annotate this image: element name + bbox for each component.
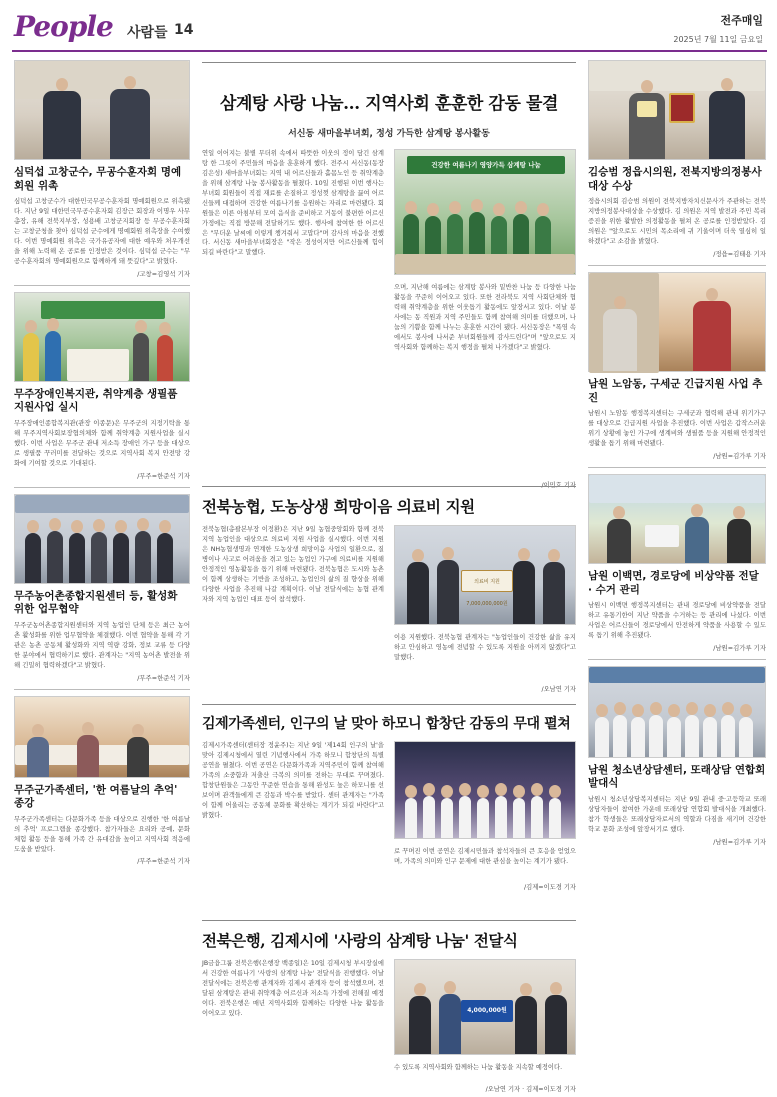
right-article	[588, 60, 766, 258]
section-title: People	[14, 10, 113, 43]
article-body: 남원시 이백면 행정복지센터는 관내 경로당에 비상약품을 전달하고 유통기한이 지난 약품을 수거하는 등 관리에 나섰다. 이번 사업은 어르신들이 경로당에서 안전하게 약품을 사용할 수 있도록 돕기 위해 추진됐다.	[588, 601, 766, 639]
article-photo	[394, 741, 576, 839]
article-byline: /남원=김가루 기자	[713, 643, 766, 652]
right-article	[588, 474, 766, 652]
article-headline: 김승범 정읍시의원, 전북지방의정봉사대상 수상	[588, 166, 762, 192]
article-body-continued: 로 꾸며진 이번 공연은 김제시민들과 참석자들의 큰 호응을 얻었으며, 가족의 의미와 인구 문제에 대한 관심을 높이는 계기가 됐다.	[394, 848, 576, 865]
divider	[14, 487, 190, 488]
article-photo	[394, 525, 576, 625]
article-headline: 삼계탕 사랑 나눔… 지역사회 훈훈한 감동 물결	[219, 94, 559, 114]
divider	[202, 920, 576, 921]
section-title-korean: 사람들	[127, 25, 168, 41]
article-photo	[394, 149, 576, 275]
article-jb-bank	[202, 920, 576, 1093]
article-body: JB금융그룹 전북은행(은행장 백종일)은 10일 김제시청 부시장실에서 건강한 여름나기 '사랑의 삼계탕 나눔' 전달식을 진행했다. 이날 전달식에는 전북은행 관계자와 김제시 관계자 등이 참석했으며, 전달된 삼계탕은 관내 취약계층 어르신과 저소득 가정에 전해질 예정이다. 전북은행은 매년 지역사회와 함께하는 다양한 나눔 활동을 이어오고 있다.	[202, 960, 384, 1017]
article-byline: /무주=한준석 기자	[137, 471, 190, 480]
article-subhead: 서신동 새마을부녀회, 정성 가득한 삼계탕 봉사활동	[288, 129, 490, 139]
divider	[588, 265, 766, 266]
article-byline: /오남연 기자	[541, 686, 576, 693]
left-article	[14, 60, 190, 278]
divider	[588, 467, 766, 468]
article-headline: 전북은행, 김제시에 '사랑의 삼계탕 나눔' 전달식	[202, 931, 518, 950]
article-body: 전북농협(총괄본부장 이정환)은 지난 9일 농협중앙회와 함께 전북지역 농업인을 대상으로 의료비 지원 사업을 실시했다. 이번 지원은 NH농협생명과 연계한 도농상생 희망이음 사업의 일환으로, 질병이나 사고로 어려움을 겪고 있는 농업인 가구에 의료비를 지원해 안정적인 영농활동을 돕기 위해 마련됐다. 전북농협은 도시와 농촌이 함께 상생하는 기반을 조성하고, 농업인의 삶의 질 향상을 위해 다양한 사업을 추진해 나갈 계획이다. 이날 전달식에는 농협 관계자와 지역 농업인 대표 등이 참석했다.	[202, 526, 384, 603]
right-column	[588, 60, 766, 846]
page-number: 14	[174, 22, 194, 38]
article-headline: 남원 청소년상담센터, 또래상담 연합회 발대식	[588, 763, 766, 790]
divider	[202, 486, 576, 487]
masthead	[12, 8, 767, 48]
article-photo	[14, 494, 190, 584]
article-body: 연일 이어지는 불볕 무더위 속에서 따뜻한 이웃의 정이 담긴 삼계탕 한 그릇이 주민들의 마음을 훈훈하게 했다. 전주시 서신동(동장 김은성) 새마을부녀회는 지역 내 어르신들과 홀몸노인 등 취약계층을 위해 삼계탕 나눔 봉사활동을 펼쳤다. 10일 진행된 이번 행사는 부녀회 회원들이 직접 재료를 손질하고 정성껏 삼계탕을 끓여 어르신들께 대접하며 건강한 여름나기를 응원하는 자리로 마련됐다. 회원들은 이른 아침부터 모여 음식을 준비하고 거동이 불편한 어르신 가정에는 직접 방문해 전달하기도 했다. 행사에 참여한 한 어르신은 "무더운 날씨에 이렇게 챙겨줘서 고맙다"며 감사의 마음을 전했다. 서신동 새마을부녀회장은 "작은 정성이지만 어르신들께 힘이 되길 바란다"고 말했다.	[202, 150, 384, 257]
right-article	[588, 272, 766, 460]
article-byline: /남원=김가루 기자	[713, 451, 766, 460]
article-photo	[588, 60, 766, 160]
photo-banner: 건강한 여름나기 영양가득 삼계탕 나눔	[407, 156, 565, 174]
article-headline: 심덕섭 고창군수, 무공수훈자회 명예회원 위촉	[14, 166, 182, 192]
left-article	[14, 696, 190, 866]
article-body-continued: 수 있도록 지역사회와 함께하는 나눔 활동을 지속할 예정이다.	[394, 1064, 563, 1071]
right-article	[588, 666, 766, 846]
article-body: 정읍시의회 김승범 의원이 전북지방자치신문사가 주관하는 전북지방의정봉사대상을 수상했다. 김 의원은 지역 발전과 주민 복리 증진을 위한 활발한 의정활동을 펼쳐 온 공로를 인정받았다. 김 의원은 "앞으로도 시민의 목소리에 귀 기울이며 더욱 열심히 일하겠다"고 소감을 밝혔다.	[588, 197, 766, 245]
check-board: 4,000,000원	[461, 1000, 513, 1022]
article-byline: /무주=한준석 기자	[137, 857, 190, 866]
article-headline: 남원 이백면, 경로당에 비상약품 전달 · 수거 관리	[588, 569, 759, 596]
article-headline: 무주장애인복지관, 취약계층 생필품 지원사업 실시	[14, 387, 178, 414]
article-headline: 무주농어촌종합지원센터 등, 활성화 위한 업무협약	[14, 589, 178, 616]
article-photo	[588, 666, 766, 758]
article-body-continued: 으며, 지난해 여름에는 삼계탕 봉사와 밑반찬 나눔 등 다양한 나눔 활동을 꾸준히 이어오고 있다. 또한 전라북도 지역 사회단체와 협력해 취약계층을 위한 이웃돕기 활동에도 앞장서고 있다. 이날 봉사에는 동 직원과 지역 주민들도 함께 참여해 의미를 더했으며, 나눔의 기쁨을 함께 나누는 훈훈한 시간이 됐다. 서신동장은 "폭염 속에서도 봉사에 나서준 부녀회원들께 감사드린다"며 "앞으로도 지역사회와 함께하는 복지 행정을 펼쳐 나가겠다"고 밝혔다.	[394, 284, 576, 351]
article-photo	[588, 272, 766, 372]
divider	[202, 704, 576, 705]
article-photo	[394, 959, 576, 1055]
article-body: 무주장애인종합복지관(관장 이종문)은 무주군의 지정기탁을 통해 무주지역사회보장협의체와 함께 취약계층 지원사업을 실시했다. 이번 사업은 무주군 관내 저소득 장애인 가구 등을 대상으로 생필품 꾸러미를 전달하는 것으로 지역사회 복지 안전망 강화에 기여할 것으로 기대된다.	[14, 419, 190, 467]
left-column	[14, 60, 190, 865]
left-article	[14, 494, 190, 682]
article-body: 김제시가족센터(센터장 정윤주)는 지난 9일 '제14회 인구의 날'을 맞아 김제시청에서 열린 기념행사에서 가족 하모니 합창단의 특별 공연을 펼쳤다. 이번 공연은 다문화가족과 지역주민이 함께 참여해 가족의 소중함과 저출산 극복의 의미를 전하는 무대로 꾸며졌다. 합창단원들은 그동안 꾸준한 연습을 통해 완성도 높은 하모니를 선보이며 관객들에게 큰 감동과 박수를 받았다. 센터 관계자는 "가족이 함께 어울리는 공동체 문화를 확산하는 계기가 되길 바란다"고 밝혔다.	[202, 742, 384, 819]
article-byline: /김제=이도경 기자	[524, 884, 576, 891]
divider	[588, 659, 766, 660]
article-nonghyup	[202, 486, 576, 693]
article-body: 심덕섭 고창군수가 대한민국무공수훈자회 명예회원으로 위촉됐다. 지난 9일 대한민국무공수훈자회 김장근 회장과 이명우 사무총장, 유해 전북지부장, 성용배 고창군지회장 등 무공수훈자회는 고창군청을 찾아 심덕섭 군수에게 명예회원 위촉장을 수여했다. 이번 명예회원 위촉은 국가유공자에 대한 예우와 처우개선을 위해 노력해 온 공로를 인정받은 것이다. 심덕섭 군수는 "무공수훈자회의 명예회원으로 함께하게 돼 뜻깊다"고 밝혔다.	[14, 197, 190, 265]
check-board: 의료비 지원 7,000,000,000원	[461, 570, 513, 592]
article-body: 남원시 청소년상담복지센터는 지난 9일 관내 중·고등학교 또래상담자들이 참여한 가운데 또래상담 연합회 발대식을 개최했다. 참가 학생들은 또래상담자로서의 역할과 다짐을 새기며 건강한 학교 문화 조성에 앞장서기로 했다.	[588, 795, 766, 833]
main-article	[202, 62, 576, 489]
article-headline: 무주군가족센터, '한 여름날의 추억' 종강	[14, 783, 178, 810]
article-body: 무주군가족센터는 다문화가족 등을 대상으로 진행한 '한 여름날의 추억' 프로그램을 종강했다. 참가자들은 요리와 공예, 문화 체험 활동 등을 통해 가족 간 유대감을 높이고 지역사회 적응에 도움을 받았다.	[14, 814, 190, 853]
left-article	[14, 292, 190, 480]
article-body: 남원시 노암동 행정복지센터는 구세군과 협력해 관내 위기가구를 대상으로 긴급지원 사업을 추진했다. 이번 사업은 갑작스러운 위기 상황에 놓인 가구에 생계비와 생필품 등을 지원해 안정적인 생활을 돕기 위해 마련됐다.	[588, 409, 766, 447]
masthead-divider	[12, 50, 767, 52]
article-photo	[14, 60, 190, 160]
divider	[14, 689, 190, 690]
issue-date: 2025년 7월 11일 금요일	[673, 35, 763, 44]
article-byline: /남원=김가루 기자	[713, 837, 766, 846]
divider	[202, 62, 576, 63]
paper-name: 전주매일	[720, 14, 763, 27]
article-gimje-family	[202, 704, 576, 891]
article-byline: /정읍=김태용 기자	[713, 249, 766, 258]
article-byline: /무주=한준석 기자	[137, 673, 190, 682]
article-headline: 전북농협, 도농상생 희망이음 의료비 지원	[202, 497, 475, 516]
article-headline: 김제가족센터, 인구의 날 맞아 하모니 합창단 감동의 무대 펼쳐	[202, 716, 571, 732]
article-photo	[14, 696, 190, 778]
article-photo	[14, 292, 190, 382]
article-byline: /오남연 기자 · 김제=이도경 기자	[485, 1086, 576, 1093]
article-body-continued: 이용 지원했다. 전북농협 관계자는 "농업인들이 건강한 삶을 유지하고 안심하고 영농에 전념할 수 있도록 지원을 아끼지 않겠다"고 말했다.	[394, 634, 576, 661]
article-headline: 남원 노암동, 구세군 긴급지원 사업 추진	[588, 377, 763, 404]
article-byline: /고창=김영석 기자	[137, 269, 190, 278]
divider	[14, 285, 190, 286]
article-photo	[588, 474, 766, 564]
article-body: 무주군농어촌종합지원센터와 지역 농업인 단체 등은 최근 농어촌 활성화를 위한 업무협약을 체결했다. 이번 협약을 통해 각 기관은 농촌 공동체 활성화와 지역 역량 강화, 정보 교류 등 다양한 분야에서 협력하기로 했다. 관계자는 "지역 농어촌 발전을 위해 긴밀히 협력하겠다"고 밝혔다.	[14, 620, 190, 669]
